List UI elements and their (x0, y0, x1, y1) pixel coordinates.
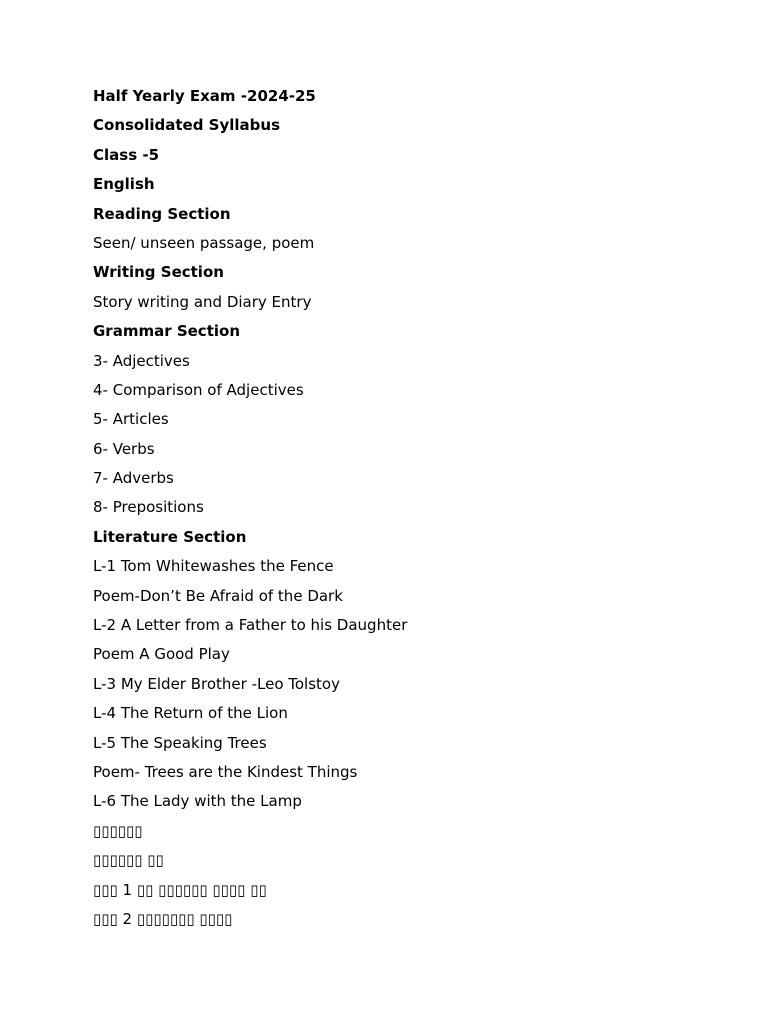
doc-line: English (93, 175, 155, 194)
doc-line: ▯▯▯▯▯▯ ▯▯ (93, 851, 164, 870)
doc-line: L-4 The Return of the Lion (93, 704, 288, 723)
doc-line: 3- Adjectives (93, 351, 190, 370)
doc-line: Poem- Trees are the Kindest Things (93, 762, 358, 781)
doc-line: Story writing and Diary Entry (93, 292, 312, 311)
doc-line: Writing Section (93, 263, 224, 282)
doc-line: Consolidated Syllabus (93, 116, 281, 135)
doc-line: ▯▯▯ 1 ▯▯ ▯▯▯▯▯▯ ▯▯▯▯ ▯▯ (93, 880, 267, 899)
doc-line: Literature Section (93, 527, 247, 546)
doc-line: L-1 Tom Whitewashes the Fence (93, 557, 334, 576)
document-page (93, 86, 733, 938)
doc-line: Grammar Section (93, 322, 240, 341)
doc-line: Reading Section (93, 204, 231, 223)
doc-line: Poem A Good Play (93, 645, 230, 664)
doc-line: 4- Comparison of Adjectives (93, 380, 304, 399)
doc-line: ▯▯▯▯▯▯ (93, 821, 143, 840)
doc-line: Class -5 (93, 145, 160, 164)
doc-line: L-2 A Letter from a Father to his Daughter (93, 616, 408, 635)
doc-line: L-6 The Lady with the Lamp (93, 792, 302, 811)
doc-line: 5- Articles (93, 410, 169, 429)
doc-line: 8- Prepositions (93, 498, 204, 517)
doc-line: Seen/ unseen passage, poem (93, 233, 315, 252)
doc-line: 7- Adverbs (93, 469, 174, 488)
doc-line: Poem-Don’t Be Afraid of the Dark (93, 586, 343, 605)
doc-line: L-5 The Speaking Trees (93, 733, 267, 752)
doc-line: L-3 My Elder Brother -Leo Tolstoy (93, 674, 340, 693)
doc-line: ▯▯▯ 2 ▯▯▯▯▯▯▯ ▯▯▯▯ (93, 909, 233, 928)
doc-line: Half Yearly Exam -2024-25 (93, 87, 316, 105)
doc-line: 6- Verbs (93, 439, 155, 458)
